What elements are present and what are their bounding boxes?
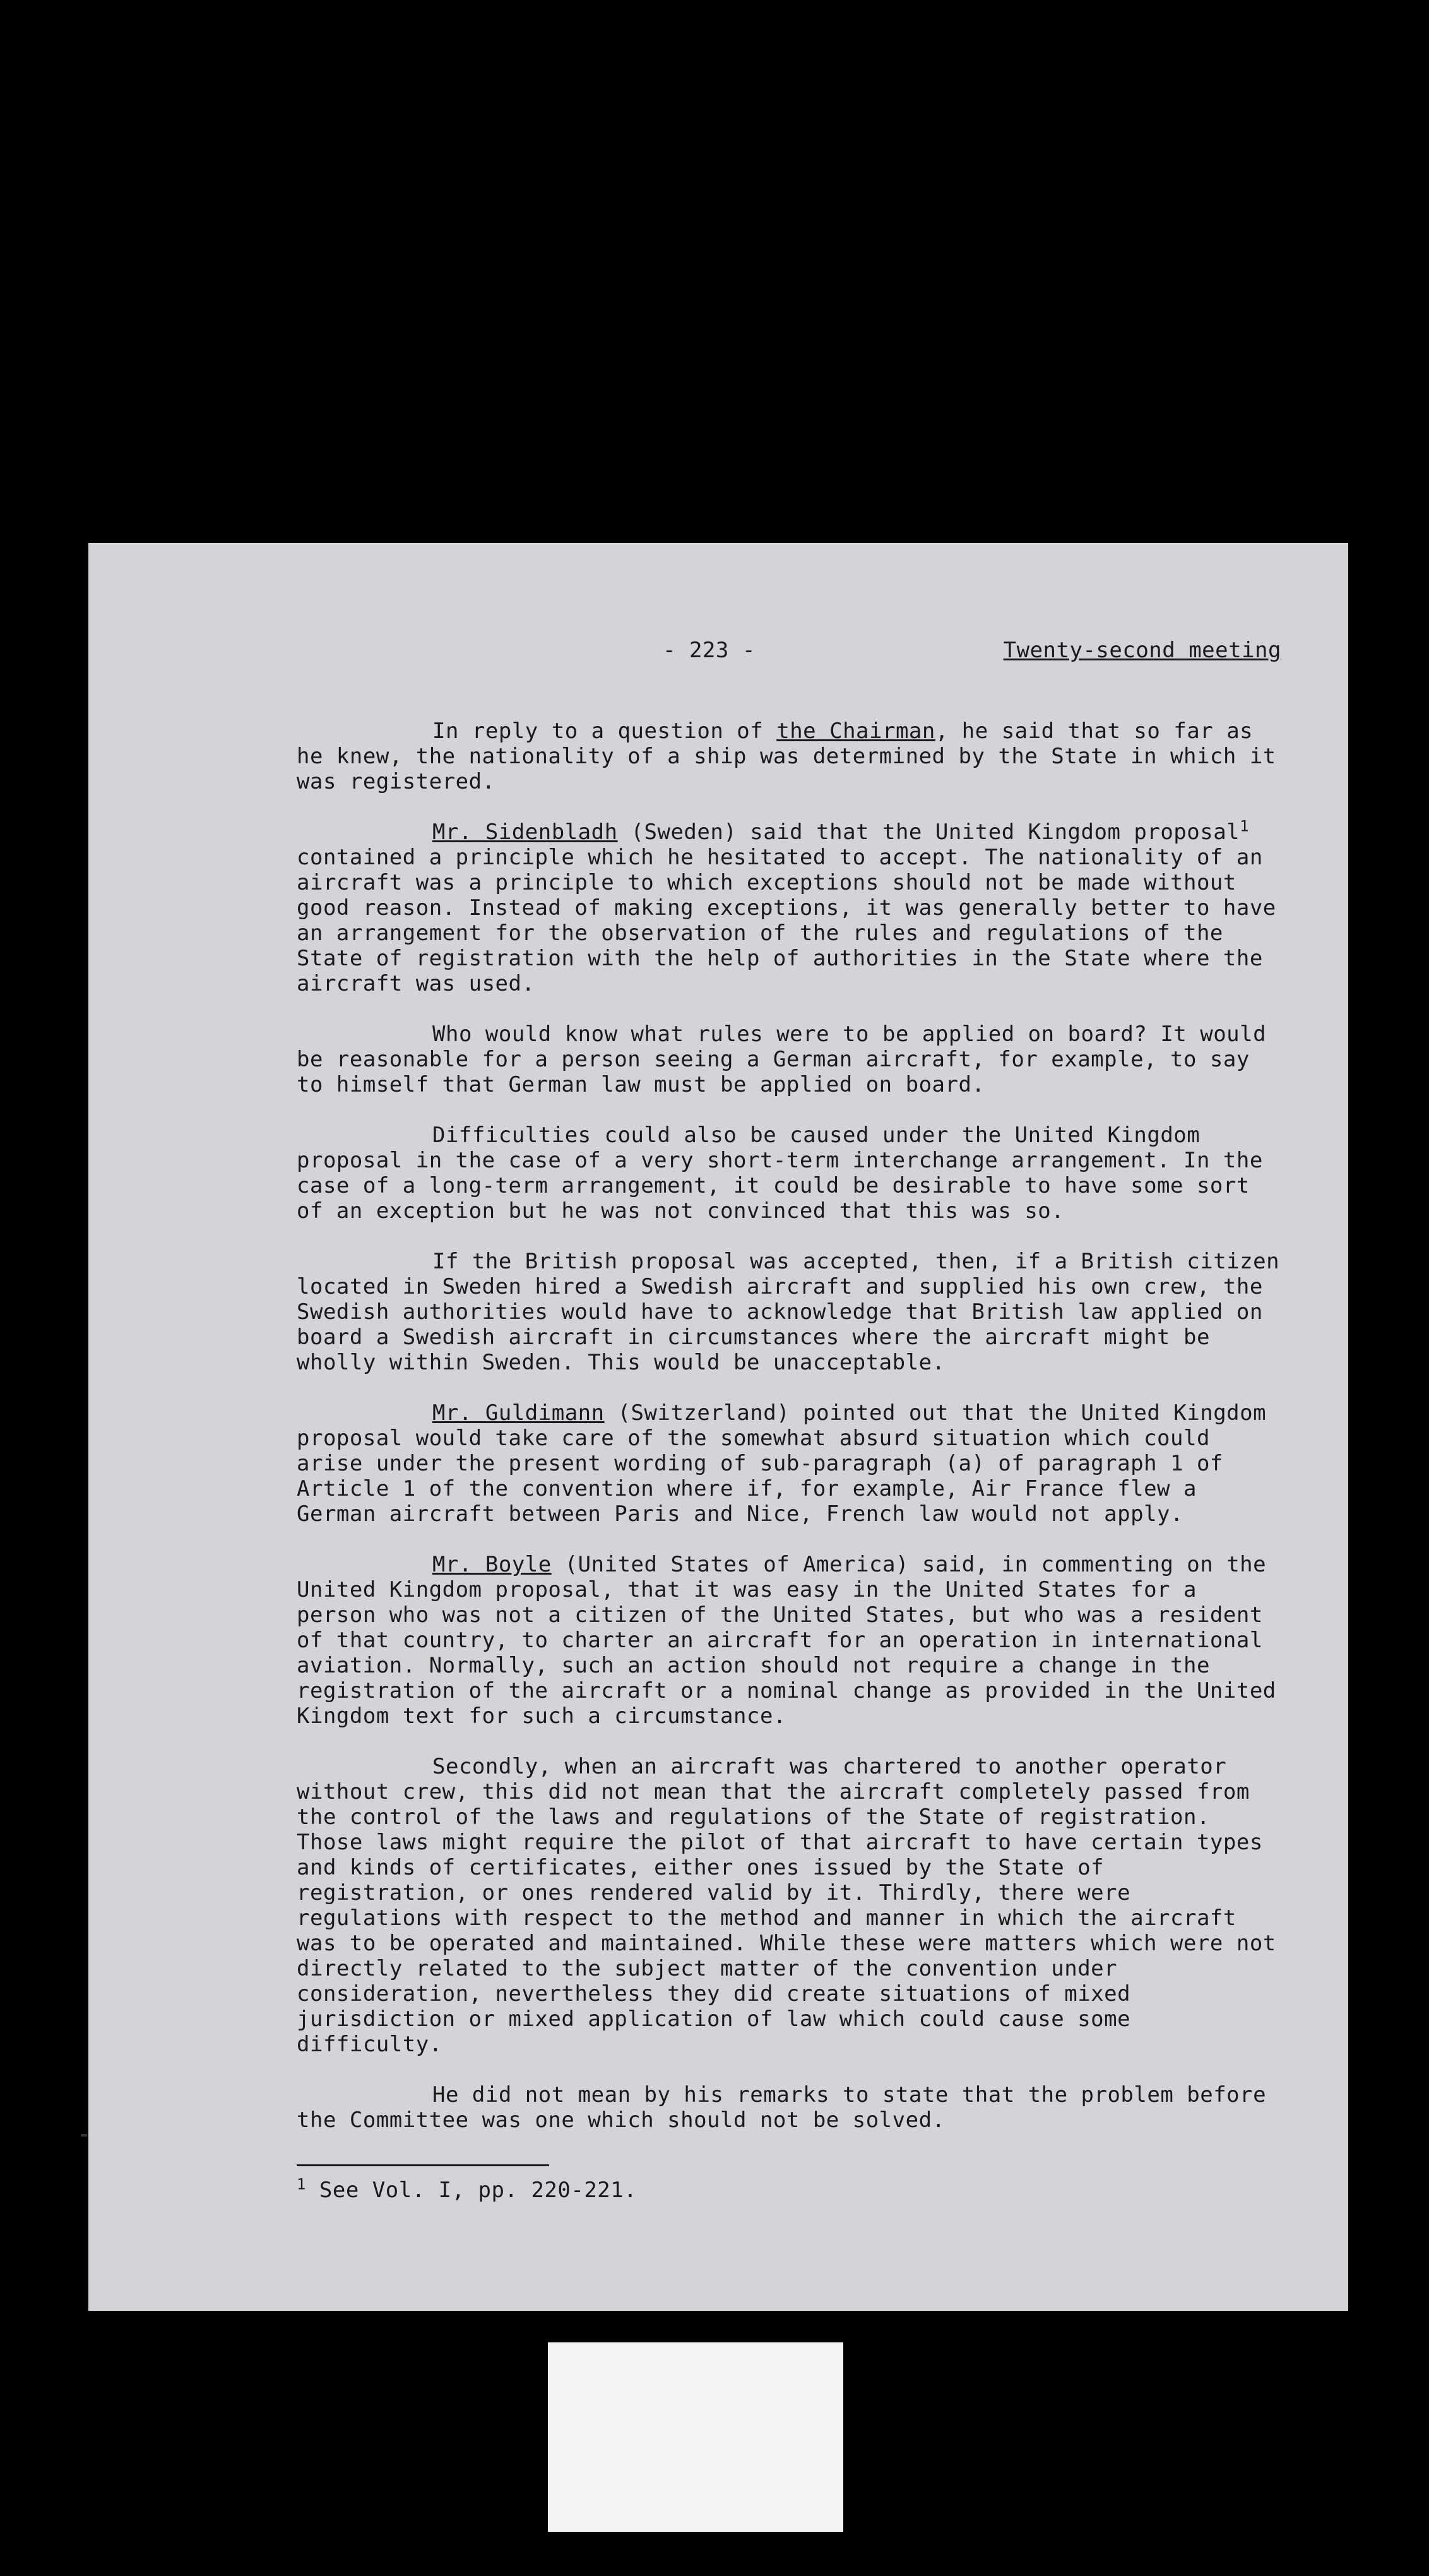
paragraph-text: , he said that so far as he knew, the nationality of a ship was determined by the State in which it was registered. [297,719,1276,794]
paragraph-sidenbladh [297,817,1281,996]
paragraph-text: (Switzerland) pointed out that the United Kingdom proposal would take care of the somewhat absurd situation which could arise under the present wording of sub-paragraph (a) of paragraph 1 of Article 1 of the convention where if, for example, Air France flew a German aircraft between Paris and Nice, French law would not apply. [297,1400,1267,1527]
paragraph-closing-remark [297,2082,1281,2133]
speaker-name: Mr. Sidenbladh [432,820,618,845]
footnote [297,2175,1281,2203]
paragraph-chairman-reply [297,719,1281,794]
speaker-name: Mr. Guldimann [432,1400,605,1426]
footnote-marker: 1 [297,2175,306,2193]
speaker-name: Mr. Boyle [432,1552,552,1577]
paragraph-guldimann [297,1400,1281,1527]
footnote-text: See Vol. I, pp. 220-221. [305,2178,637,2203]
footnote-reference: 1 [1240,817,1250,835]
document-body [297,638,1281,2203]
paragraph-text: Secondly, when an aircraft was chartered to another operator without crew, this did not mean that the aircraft completely passed from the control of the laws and regulations of the State of registration. Those laws might require the pilot of that aircraft to have certain types and kinds of certificates, either ones issued by the State of registration, or ones rendered valid by it. Thirdly, there were regulations with respect to the method and manner in which the aircraft was to be operated and maintained. While these were matters which were not directly related to the subject matter of the convention under consideration, nevertheless they did create situations of mixed jurisdiction or mixed application of law which could cause some difficulty. [297,1754,1276,2057]
meeting-title: Twenty-second meeting [1003,638,1281,663]
paragraph-text: If the British proposal was accepted, then, if a British citizen located in Sweden hired a Swedish aircraft and supplied his own crew, the Swedish authorities would have to acknowledge that British law applied on board a Swedish aircraft in circumstances where the aircraft might be wholly within Sweden. This would be unacceptable. [297,1249,1280,1375]
paragraph-text: In reply to a question of [432,719,777,744]
page-number: - 223 - [663,638,756,663]
target-card [548,2342,843,2532]
paragraph-text: He did not mean by his remarks to state that the problem before the Committee was one which should not be solved. [297,2082,1267,2133]
speaker-name: the Chairman [776,719,935,744]
paragraph-difficulties [297,1123,1281,1224]
document-page [88,543,1348,2311]
paragraph-boyle [297,1552,1281,1729]
scan-edge-mark [81,2134,87,2137]
footnote-divider [297,2164,549,2166]
paragraph-text: Difficulties could also be caused under the United Kingdom proposal in the case of a very short-term interchange arrangement. In the case of a long-term arrangement, it could be desirable to have some sort of an exception but he was not convinced that this was so. [297,1123,1263,1224]
paragraph-text: contained a principle which he hesitated to accept. The nationality of an aircraft was a principle to which exceptions should not be made without good reason. Instead of making exceptions, it was generally better to have an arrangement for the observation of the rules and regulations of the State of registration with the help of authorities in the State where the aircraft was used. [297,845,1276,996]
paragraph-rules-on-board [297,1022,1281,1097]
paragraph-text: (Sweden) said that the United Kingdom proposal [617,820,1240,845]
paragraph-text: (United States of America) said, in commenting on the United Kingdom proposal, that it was easy in the United States for a person who was not a citizen of the United States, but who was a resident of that country, to charter an aircraft for an operation in international aviation. Normally, such an action should not require a change in the registration of the aircraft or a nominal change as provided in the United Kingdom text for such a circumstance. [297,1552,1276,1729]
page-header [297,638,1281,663]
paragraph-british-proposal [297,1249,1281,1375]
paragraph-text: Who would know what rules were to be applied on board? It would be reasonable for a person seeing a German aircraft, for example, to say to himself that German law must be applied on board. [297,1022,1267,1097]
paragraph-secondly [297,1754,1281,2057]
